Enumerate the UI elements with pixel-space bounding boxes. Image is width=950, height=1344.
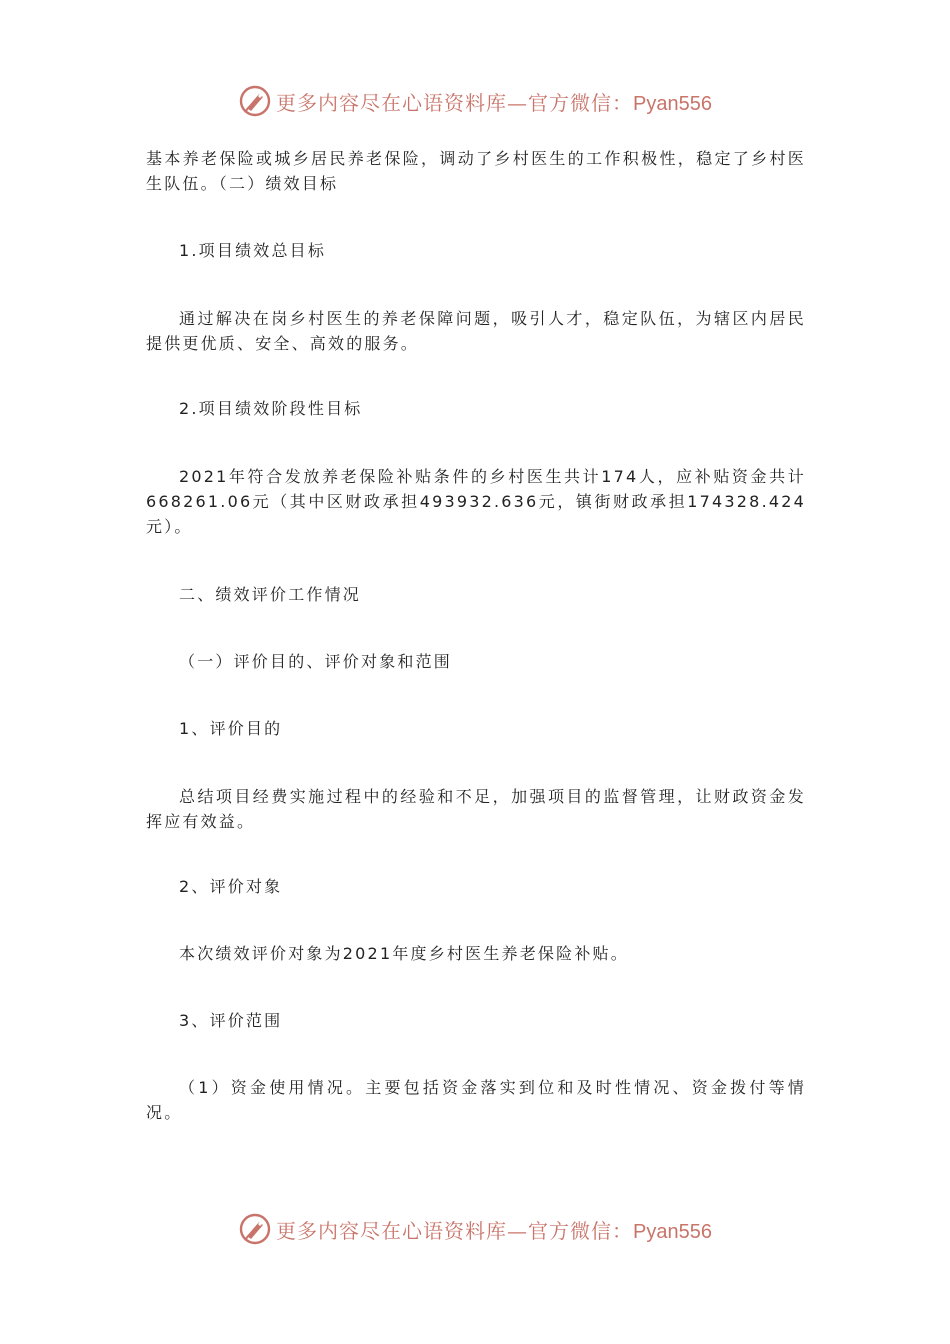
- heading-overall-goal: 1.项目绩效总目标: [179, 241, 327, 260]
- heading-evaluation-object: 2、评价对象: [179, 877, 283, 896]
- pen-nib-seal-icon: [238, 84, 272, 118]
- heading-evaluation-scope: 3、评价范围: [179, 1011, 283, 1030]
- watermark-text: 更多内容尽在心语资料库—官方微信：Pyan556: [276, 90, 712, 115]
- footer-watermark: [0, 1212, 950, 1246]
- paragraph-overall-goal: 通过解决在岗乡村医生的养老保障问题，吸引人才，稳定队伍，为辖区内居民提供更优质、安全、高效的服务。: [146, 309, 806, 353]
- pen-nib-seal-icon: [238, 1212, 272, 1246]
- paragraph-stage-goal: 2021年符合发放养老保险补贴条件的乡村医生共计174人，应补贴资金共计668261.06元（其中区财政承担493932.636元，镇街财政承担174328.424元）。: [146, 467, 806, 536]
- document-body: [146, 146, 806, 1125]
- heading-evaluation-purpose: 1、评价目的: [179, 719, 283, 738]
- paragraph-evaluation-purpose: 总结项目经费实施过程中的经验和不足，加强项目的监督管理，让财政资金发挥应有效益。: [146, 787, 806, 831]
- section-heading-evaluation: 二、绩效评价工作情况: [179, 585, 362, 604]
- subheading-purpose-scope: （一）评价目的、评价对象和范围: [179, 652, 453, 671]
- heading-stage-goal: 2.项目绩效阶段性目标: [179, 399, 363, 418]
- paragraph-continuation: 基本养老保险或城乡居民养老保险，调动了乡村医生的工作积极性，稳定了乡村医生队伍。（二）绩效目标: [146, 149, 806, 193]
- header-watermark: [0, 84, 950, 118]
- paragraph-evaluation-object: 本次绩效评价对象为2021年度乡村医生养老保险补贴。: [179, 944, 629, 963]
- paragraph-fund-usage: （1）资金使用情况。主要包括资金落实到位和及时性情况、资金拨付等情况。: [146, 1078, 806, 1122]
- watermark-text: 更多内容尽在心语资料库—官方微信：Pyan556: [276, 1218, 712, 1243]
